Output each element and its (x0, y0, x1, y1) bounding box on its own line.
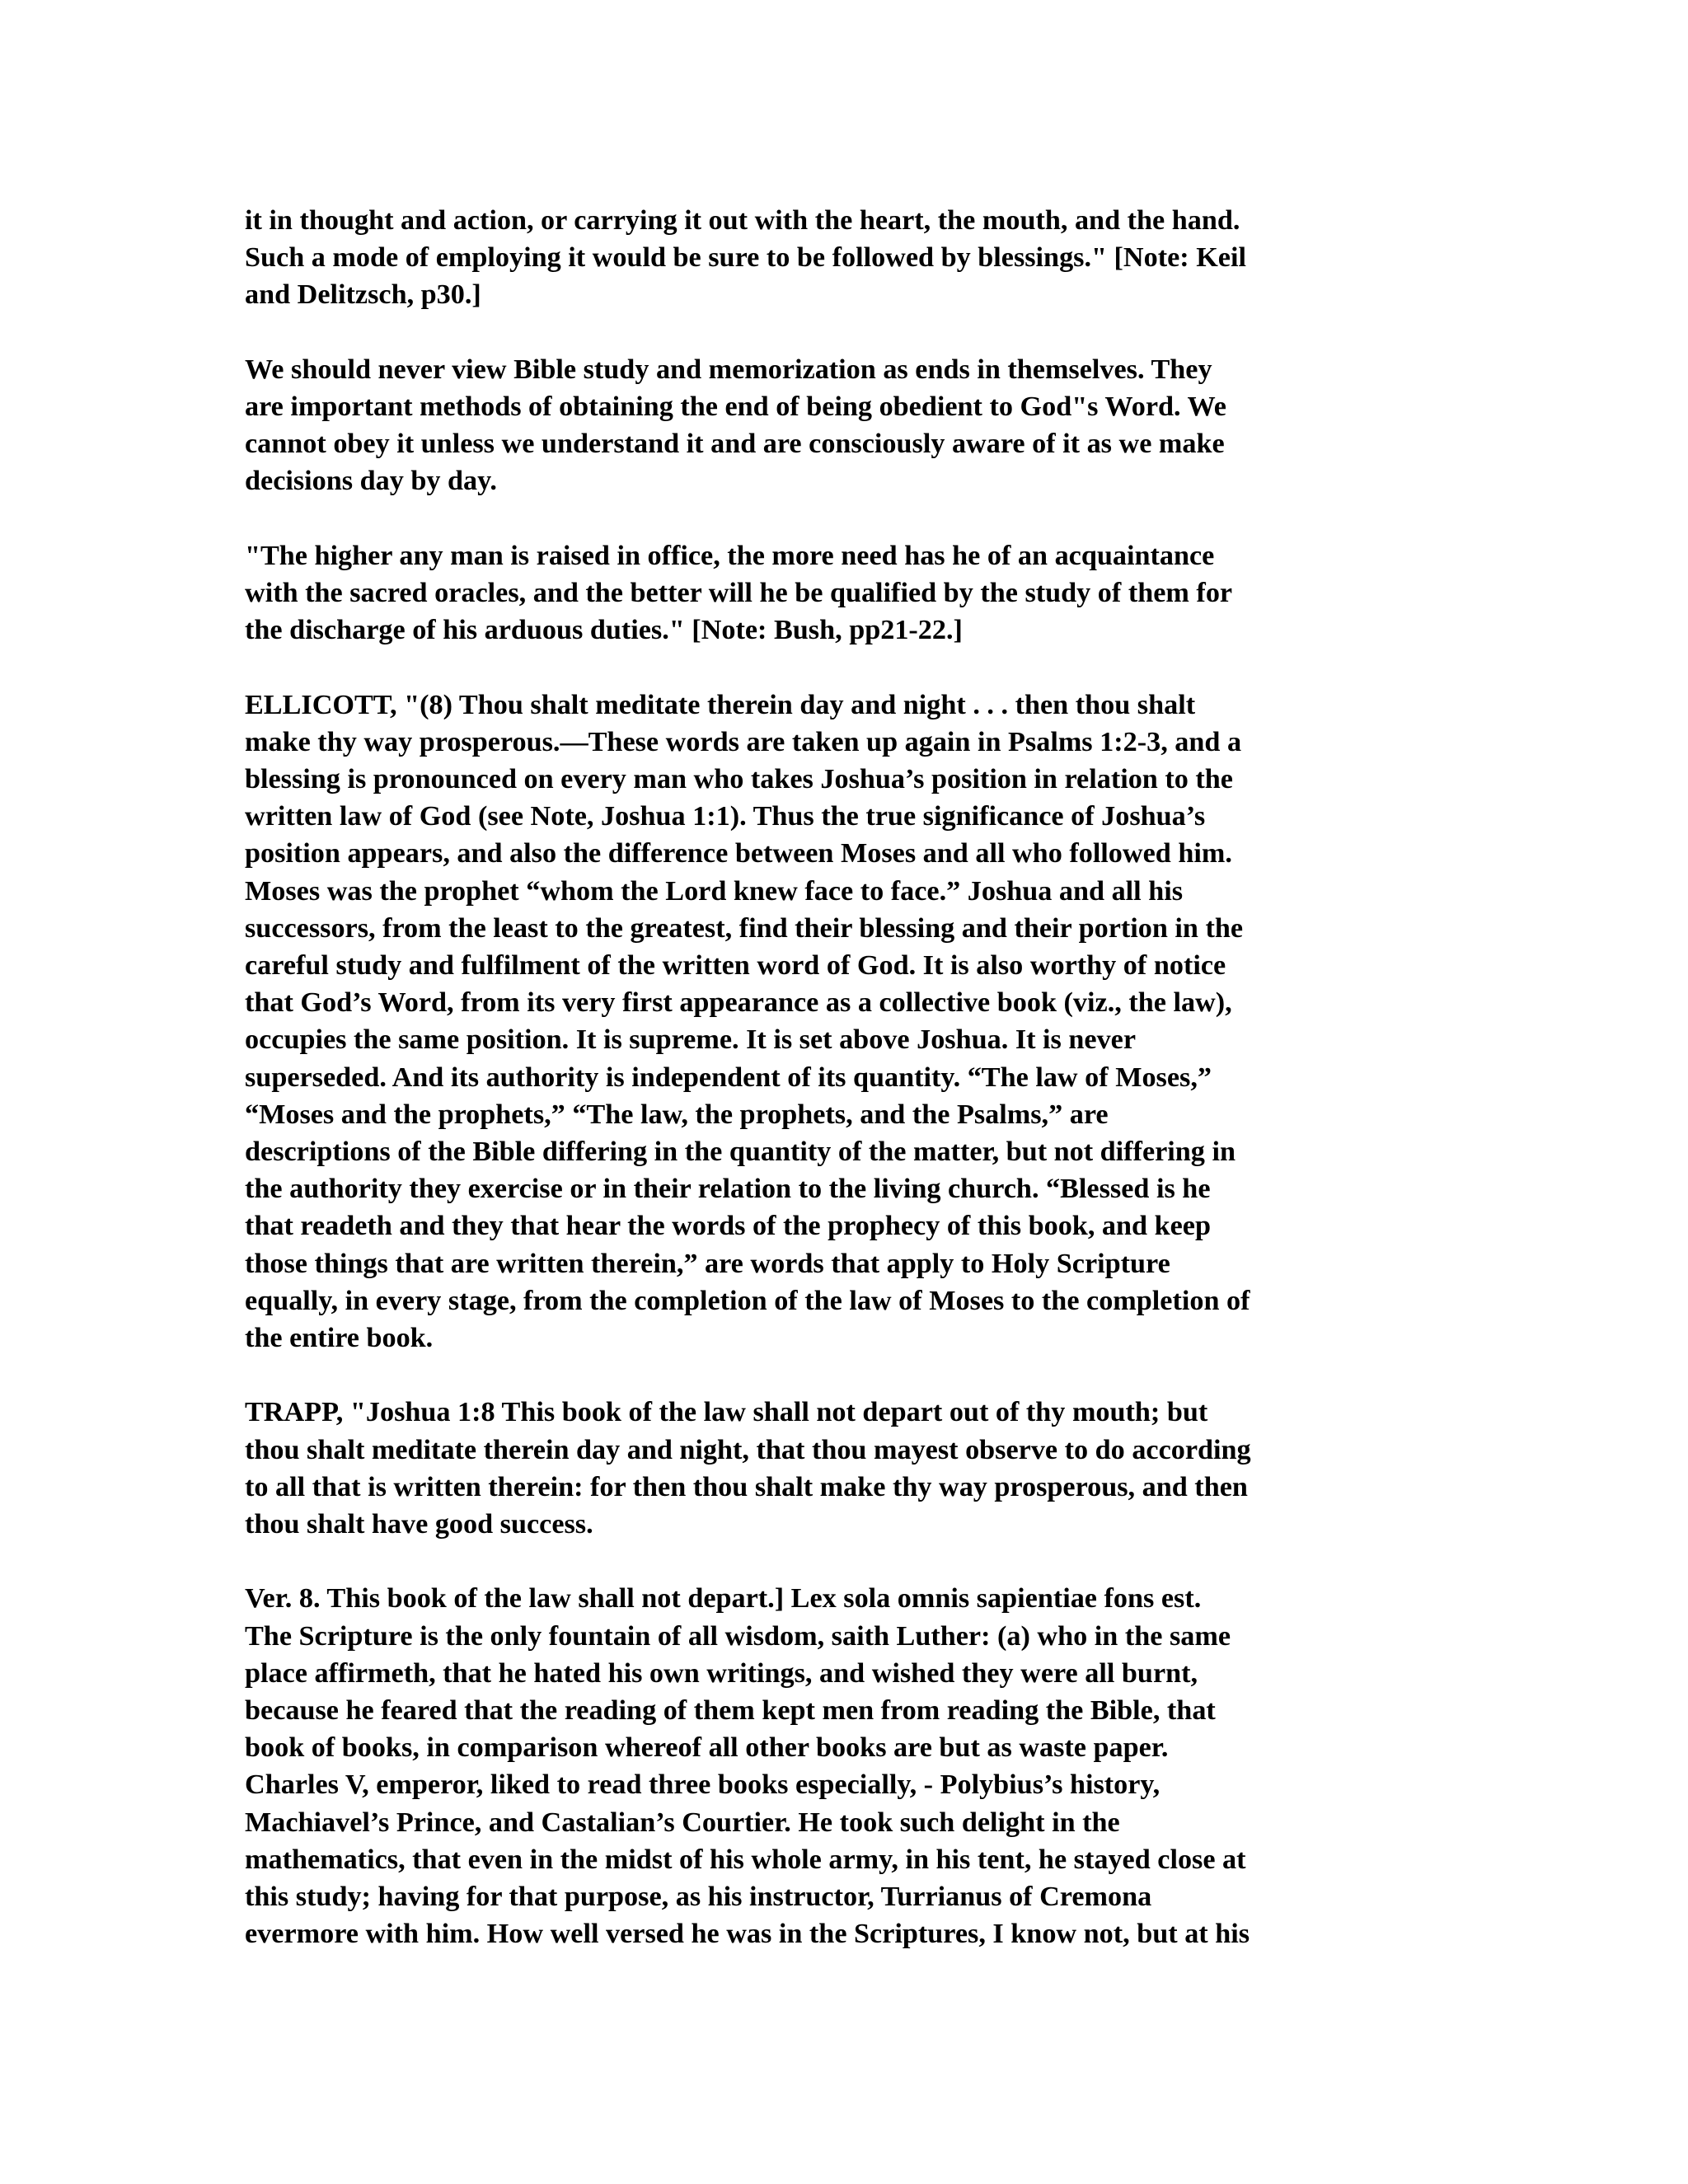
paragraph-trapp (245, 1394, 1448, 1543)
text-line: the entire book. (245, 1323, 434, 1354)
paragraph-ver-8 (245, 1580, 1448, 1952)
text-line: We should never view Bible study and memorization as ends in themselves. They (245, 354, 1212, 385)
text-line: TRAPP, "Joshua 1:8 This book of the law shall not depart out of thy mouth; but (245, 1397, 1208, 1428)
text-line: those things that are written therein,” are words that apply to Holy Scripture (245, 1248, 1170, 1279)
text-line: it in thought and action, or carrying it out with the heart, the mouth, and the hand. (245, 205, 1240, 236)
text-line: occupies the same position. It is supreme. It is set above Joshua. It is never (245, 1024, 1137, 1056)
text-line: "The higher any man is raised in office, the more need has he of an acquaintance (245, 540, 1215, 571)
text-line: ELLICOTT, "(8) Thou shalt meditate therein day and night . . . then thou shalt (245, 689, 1196, 720)
text-line: Ver. 8. This book of the law shall not depart.] Lex sola omnis sapientiae fons est. (245, 1583, 1202, 1615)
text-line: “Moses and the prophets,” “The law, the prophets, and the Psalms,” are (245, 1099, 1109, 1130)
paragraph-bush-quote (245, 537, 1448, 649)
text-line: decisions day by day. (245, 466, 497, 497)
paragraph-keil-quote (245, 202, 1448, 314)
text-line: and Delitzsch, p30.] (245, 279, 481, 311)
text-line: to all that is written therein: for then thou shalt make thy way prosperous, and then (245, 1471, 1248, 1502)
text-line: Moses was the prophet “whom the Lord knew face to face.” Joshua and all his (245, 875, 1184, 907)
text-line: evermore with him. How well versed he was in the Scriptures, I know not, but at his (245, 1919, 1250, 1950)
text-line: place affirmeth, that he hated his own writings, and wished they were all burnt, (245, 1657, 1198, 1689)
text-line: superseded. And its authority is independent of its quantity. “The law of Moses,” (245, 1062, 1212, 1093)
text-line: equally, in every stage, from the completion of the law of Moses to the completion of (245, 1285, 1250, 1316)
text-line: Such a mode of employing it would be sure to be followed by blessings." [Note: Keil (245, 242, 1246, 274)
document-page (245, 202, 1448, 1990)
text-line: this study; having for that purpose, as his instructor, Turrianus of Cremona (245, 1882, 1152, 1913)
text-line: that God’s Word, from its very first appearance as a collective book (viz., the law), (245, 987, 1232, 1019)
text-line: cannot obey it unless we understand it and are consciously aware of it as we make (245, 429, 1225, 460)
text-line: the authority they exercise or in their relation to the living church. “Blessed is he (245, 1174, 1211, 1205)
text-line: The Scripture is the only fountain of all wisdom, saith Luther: (a) who in the same (245, 1620, 1231, 1652)
text-line: position appears, and also the difference between Moses and all who followed him. (245, 838, 1232, 869)
text-line: make thy way prosperous.—These words are taken up again in Psalms 1:2-3, and a (245, 726, 1242, 757)
text-line: mathematics, that even in the midst of his whole army, in his tent, he stayed close at (245, 1844, 1246, 1875)
text-line: the discharge of his arduous duties." [Note: Bush, pp21-22.] (245, 615, 963, 646)
text-line: thou shalt meditate therein day and night, that thou mayest observe to do according (245, 1434, 1251, 1465)
text-line: written law of God (see Note, Joshua 1:1). Thus the true significance of Joshua’s (245, 801, 1206, 832)
text-line: Machiavel’s Prince, and Castalian’s Courtier. He took such delight in the (245, 1807, 1120, 1838)
text-line: because he feared that the reading of them kept men from reading the Bible, that (245, 1695, 1216, 1727)
text-line: that readeth and they that hear the words of the prophecy of this book, and keep (245, 1211, 1211, 1242)
paragraph-bible-study (245, 351, 1448, 500)
text-line: Charles V, emperor, liked to read three books especially, - Polybius’s history, (245, 1769, 1160, 1801)
paragraph-ellicott (245, 687, 1448, 1357)
text-line: thou shalt have good success. (245, 1509, 593, 1540)
text-line: descriptions of the Bible differing in the quantity of the matter, but not differing in (245, 1137, 1236, 1168)
text-line: successors, from the least to the greatest, find their blessing and their portion in the (245, 912, 1244, 944)
text-line: with the sacred oracles, and the better will he be qualified by the study of them for (245, 578, 1233, 608)
text-line: careful study and fulfilment of the written word of God. It is also worthy of notice (245, 950, 1226, 982)
text-line: blessing is pronounced on every man who takes Joshua’s position in relation to the (245, 764, 1233, 794)
text-line: book of books, in comparison whereof all other books are but as waste paper. (245, 1732, 1169, 1764)
text-line: are important methods of obtaining the end of being obedient to God"s Word. We (245, 391, 1226, 422)
